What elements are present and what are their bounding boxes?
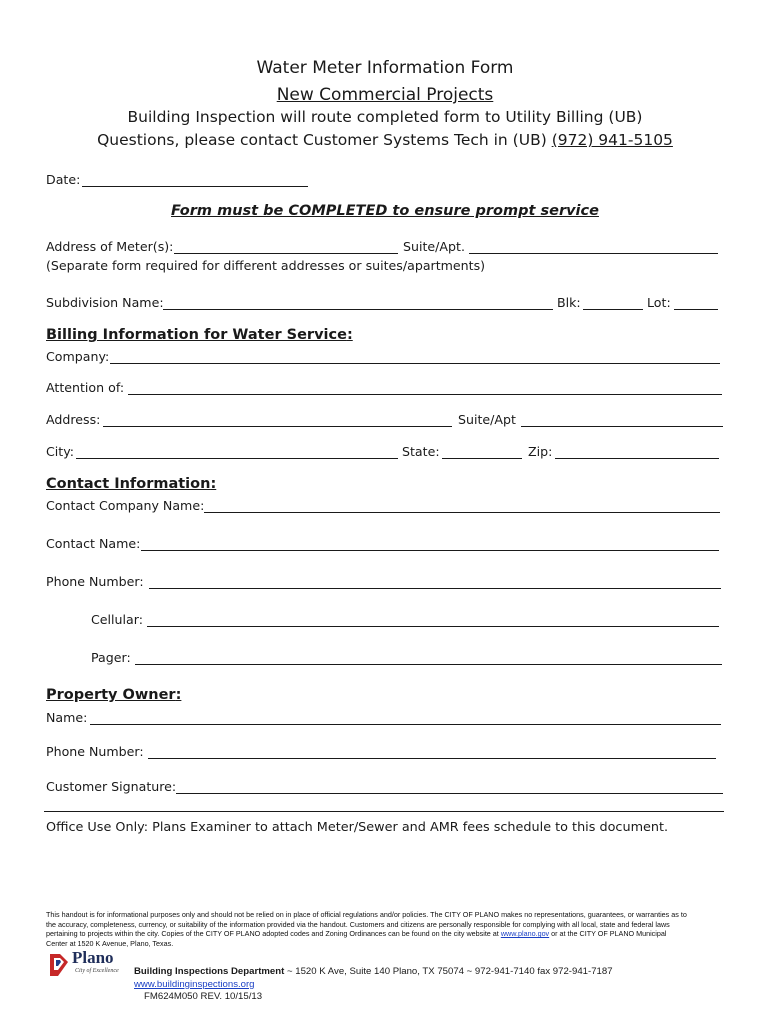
owner-phone-label: Phone Number:: [46, 744, 144, 759]
city-label: City:: [46, 444, 75, 459]
logo-tagline: City of Excellence: [75, 968, 119, 974]
office-use-note: Office Use Only: Plans Examiner to attach Meter/Sewer and AMR fees schedule to this document.: [46, 820, 669, 835]
subdivision-field[interactable]: [163, 309, 553, 310]
ub-phone-link[interactable]: (972) 941-5105: [551, 131, 673, 149]
contact-company-label: Contact Company Name:: [46, 498, 205, 513]
meter-address-field[interactable]: [174, 253, 398, 254]
date-label: Date:: [46, 172, 81, 187]
billing-suite-field[interactable]: [521, 426, 723, 427]
owner-heading: Property Owner:: [46, 687, 182, 703]
subdivision-label: Subdivision Name:: [46, 295, 164, 310]
logo-name: Plano: [72, 948, 114, 967]
lot-label: Lot:: [647, 295, 671, 310]
completion-notice: Form must be COMPLETED to ensure prompt service: [171, 203, 599, 219]
plano-logo: [46, 950, 126, 980]
signature-label: Customer Signature:: [46, 779, 177, 794]
footer-website-link[interactable]: www.buildinginspections.org: [134, 979, 255, 990]
zip-field[interactable]: [555, 458, 719, 459]
contact-heading: Contact Information:: [46, 476, 217, 492]
cellular-field[interactable]: [147, 626, 719, 627]
plano-website-link[interactable]: www.plano.gov: [500, 929, 550, 939]
contact-phone-label: Phone Number:: [46, 574, 144, 589]
contact-phone-field[interactable]: [149, 588, 721, 589]
billing-suite-label: Suite/Apt: [458, 412, 516, 427]
questions-note: Questions, please contact Customer Systems Tech in (UB) (972) 941-5105: [97, 131, 673, 149]
contact-company-field[interactable]: [204, 512, 720, 513]
form-title: Water Meter Information Form: [256, 58, 514, 78]
footer-contact: Building Inspections Department ~ 1520 K Ave, Suite 140 Plano, TX 75074 ~ 972-941-7140 fax 972-941-7187: [134, 966, 613, 977]
billing-company-label: Company:: [46, 349, 110, 364]
meter-suite-label: Suite/Apt.: [403, 239, 465, 254]
contact-name-field[interactable]: [141, 550, 719, 551]
plano-logo-icon: [46, 952, 72, 978]
pager-field[interactable]: [135, 664, 722, 665]
date-field[interactable]: [82, 186, 308, 187]
owner-phone-field[interactable]: [148, 758, 716, 759]
form-id: FM624M050 REV. 10/15/13: [144, 991, 263, 1002]
attention-field[interactable]: [128, 394, 722, 395]
cellular-label: Cellular:: [91, 612, 143, 627]
state-field[interactable]: [442, 458, 522, 459]
disclaimer: This handout is for informational purposes only and should not be relied on in place of official regulations and/or policies. The CITY OF PLANO makes no representations, guarantees, or warranties as to the accuracy, completeness, currency, or suitability of the information provided via the handout. Customers and citizens are personally responsible for complying with all local, state and federal laws pertaining to projects within the city. Copies of the CITY OF PLANO adopted codes and Zoning Ordinances can be found on the city website at www.plano.gov or at the CITY OF PLANO Municipal Center at 1520 K Avenue, Plano, Texas.: [46, 910, 687, 948]
billing-address-field[interactable]: [103, 426, 452, 427]
form-subtitle: New Commercial Projects: [276, 85, 494, 105]
pager-label: Pager:: [91, 650, 131, 665]
state-label: State:: [402, 444, 440, 459]
billing-heading: Billing Information for Water Service:: [46, 327, 353, 343]
blk-field[interactable]: [583, 309, 643, 310]
routing-note: Building Inspection will route completed form to Utility Billing (UB): [127, 108, 643, 126]
lot-field[interactable]: [674, 309, 718, 310]
zip-label: Zip:: [528, 444, 553, 459]
blk-label: Blk:: [557, 295, 581, 310]
billing-address-label: Address:: [46, 412, 101, 427]
contact-name-label: Contact Name:: [46, 536, 141, 551]
meter-address-label: Address of Meter(s):: [46, 239, 174, 254]
owner-name-field[interactable]: [90, 724, 721, 725]
meter-suite-field[interactable]: [469, 253, 718, 254]
attention-label: Attention of:: [46, 380, 125, 395]
owner-name-label: Name:: [46, 710, 88, 725]
city-field[interactable]: [76, 458, 398, 459]
separate-form-note: (Separate form required for different addresses or suites/apartments): [46, 258, 486, 273]
signature-field[interactable]: [176, 793, 723, 794]
footer-dept: Building Inspections Department: [134, 966, 285, 977]
billing-company-field[interactable]: [110, 363, 720, 364]
office-use-divider: [44, 811, 724, 812]
